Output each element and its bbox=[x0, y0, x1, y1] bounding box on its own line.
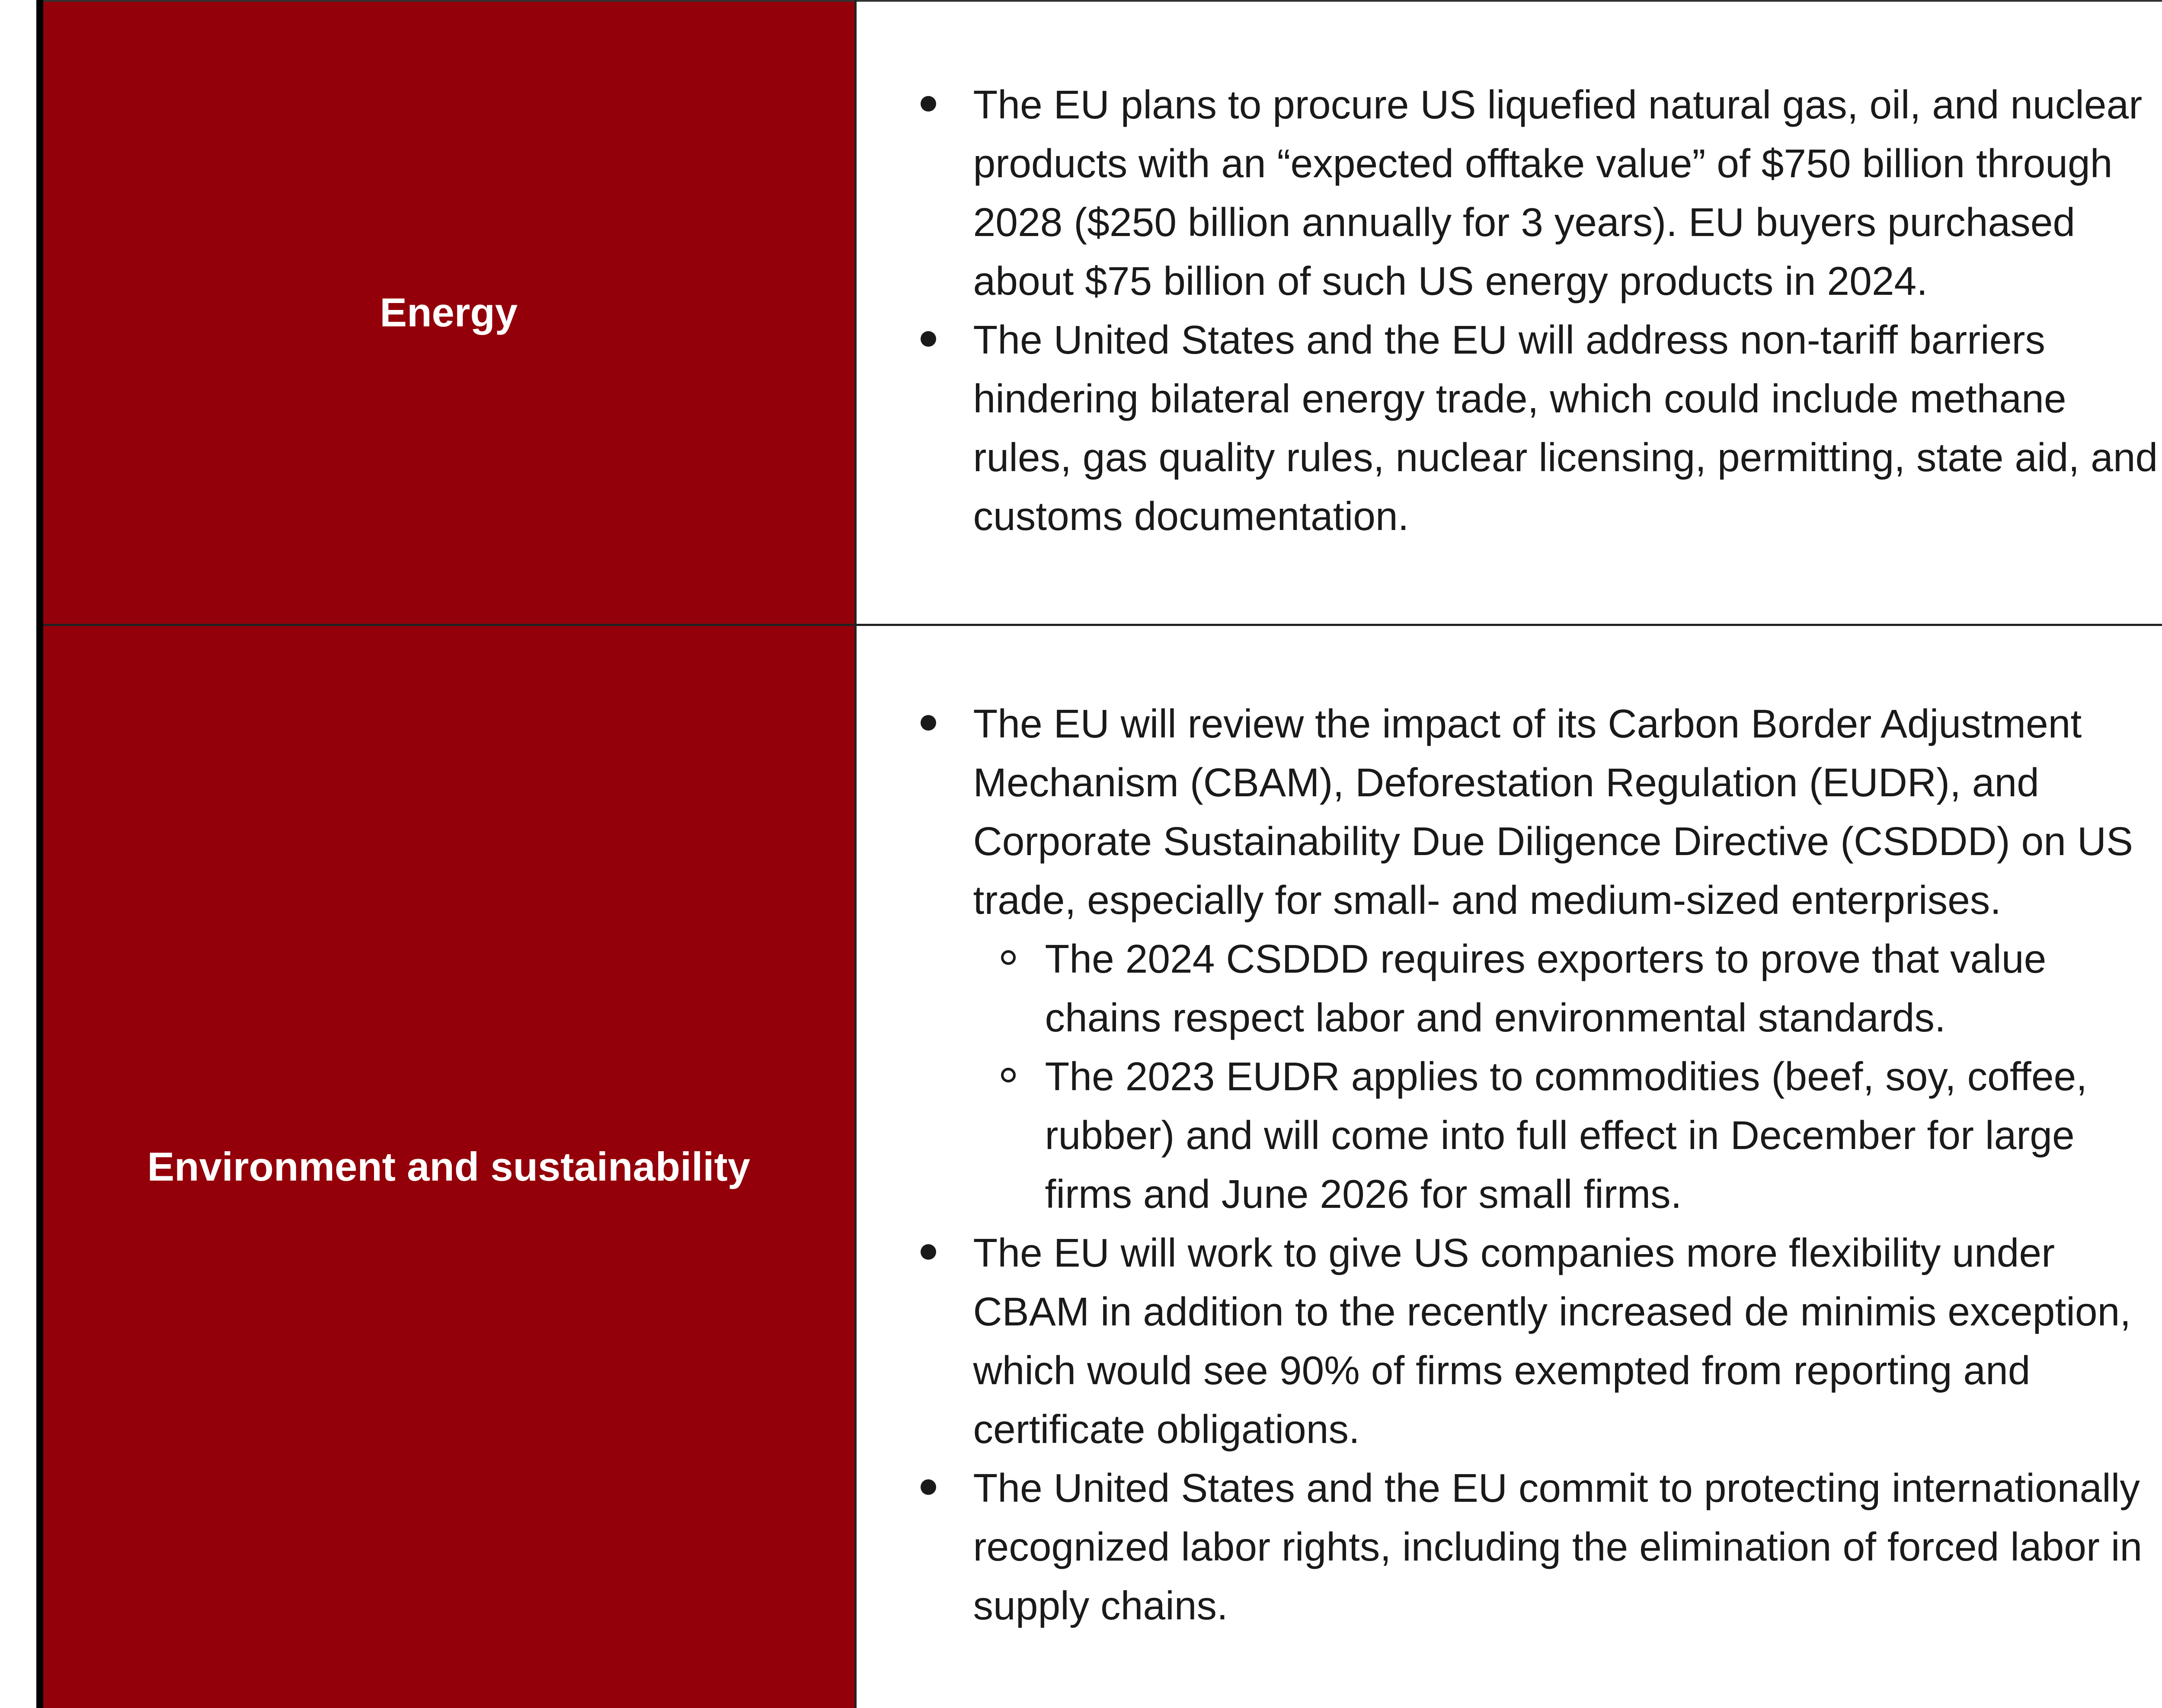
sub-bullet-item bbox=[973, 1047, 2161, 1223]
detail-bullet-list bbox=[913, 694, 2161, 1635]
detail-cell-environment bbox=[855, 625, 2162, 1708]
detail-bullet-text: The EU will work to give US companies more flexibility under CBAM in addition to the recently increased de minimis exception, which would see 90% of firms exempted from reporting and certificate obligations. bbox=[973, 1230, 2131, 1452]
detail-bullet-item bbox=[913, 75, 2161, 310]
policy-comparison-table bbox=[43, 0, 2162, 1708]
bullet-icon bbox=[921, 96, 936, 112]
detail-bullet-text: The United States and the EU commit to protecting internationally recognized labor rights, including the elimination of forced labor in supply chains. bbox=[973, 1465, 2143, 1628]
detail-bullet-list bbox=[913, 75, 2161, 546]
detail-bullet-item bbox=[913, 694, 2161, 1223]
sub-bullet-item bbox=[973, 929, 2161, 1047]
hollow-bullet-icon bbox=[1001, 950, 1016, 965]
sub-bullet-text: The 2023 EUDR applies to commodities (beef, soy, coffee, rubber) and will come into full effect in December for large firms and June 2026 for small firms. bbox=[1045, 1054, 2088, 1216]
detail-bullet-text: The EU will review the impact of its Carbon Border Adjustment Mechanism (CBAM), Deforestation Regulation (EUDR), and Corporate Sustainability Due Diligence Directive (CSDDD) on US trade, especially for small- and medium-sized enterprises. bbox=[973, 701, 2133, 923]
sub-bullet-text: The 2024 CSDDD requires exporters to prove that value chains respect labor and environmental standards. bbox=[1045, 936, 2047, 1040]
topic-label: Environment and sustainability bbox=[147, 1144, 751, 1189]
detail-bullet-item bbox=[913, 1223, 2161, 1459]
sub-bullet-list bbox=[973, 929, 2161, 1223]
table-row-environment bbox=[43, 625, 2162, 1708]
hollow-bullet-icon bbox=[1001, 1068, 1016, 1082]
bullet-icon bbox=[921, 1244, 936, 1260]
bullet-icon bbox=[921, 331, 936, 347]
page-margin-left bbox=[0, 0, 42, 1708]
detail-bullet-item bbox=[913, 1459, 2161, 1635]
detail-bullet-text: The EU plans to procure US liquefied natural gas, oil, and nuclear products with an “expected offtake value” of $750 billion through 2028 ($250 billion annually for 3 years). EU buyers purchased about $75 billion of such US energy products in 2024. bbox=[973, 82, 2143, 304]
topic-label: Energy bbox=[380, 290, 518, 335]
topic-cell-environment bbox=[43, 625, 855, 1708]
bullet-icon bbox=[921, 715, 936, 731]
detail-bullet-item bbox=[913, 310, 2161, 546]
bullet-icon bbox=[921, 1479, 936, 1495]
detail-cell-energy bbox=[855, 1, 2162, 625]
table-row-energy bbox=[43, 1, 2162, 625]
detail-bullet-text: The United States and the EU will address non-tariff barriers hindering bilateral energy trade, which could include methane rules, gas quality rules, nuclear licensing, permitting, state aid, and customs documentation. bbox=[973, 317, 2158, 539]
topic-cell-energy bbox=[43, 1, 855, 625]
